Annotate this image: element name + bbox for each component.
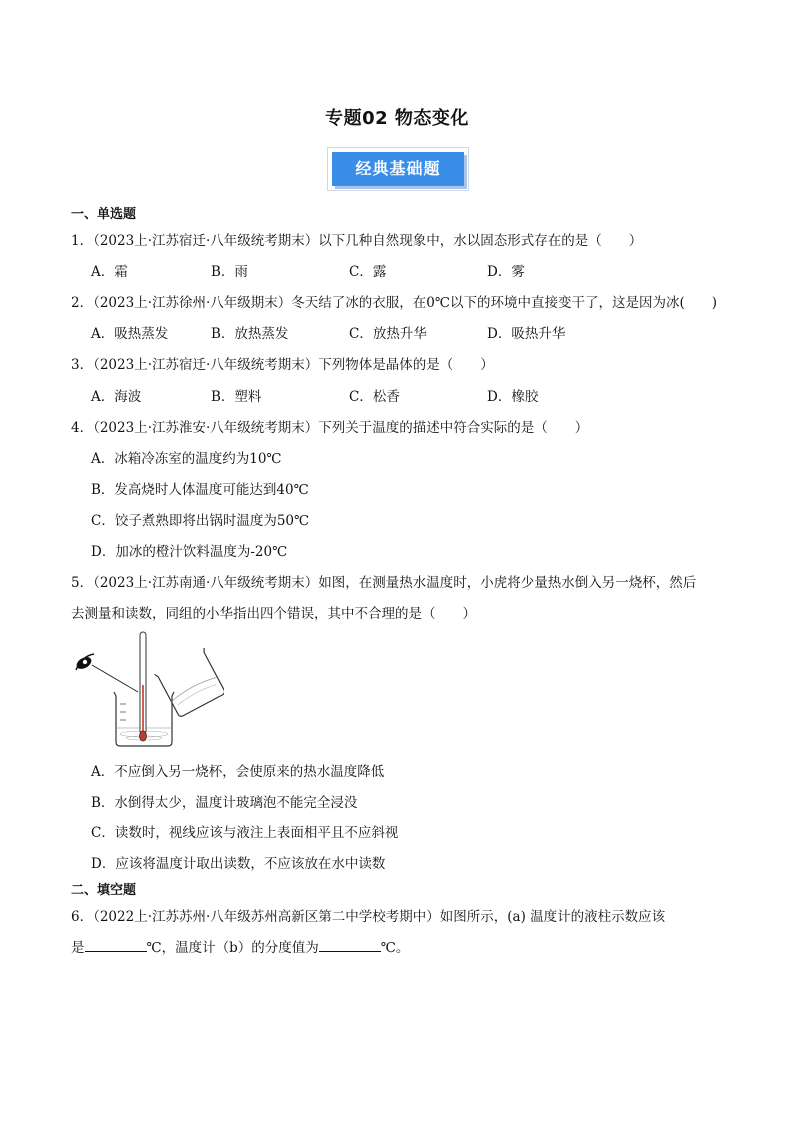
question-1-option-b[interactable]: B．雨 xyxy=(211,264,248,280)
question-2-option-b[interactable]: B．放热蒸发 xyxy=(211,326,289,342)
question-6-stem-line-2 xyxy=(71,936,409,956)
question-2-option-a[interactable]: A．吸热蒸发 xyxy=(91,326,169,342)
question-2-option-d[interactable]: D．吸热升华 xyxy=(487,326,566,342)
question-4-option-d[interactable]: D．加冰的橙汁饮料温度为-20℃ xyxy=(91,544,288,560)
eye-icon xyxy=(75,654,94,671)
question-3-option-c[interactable]: C．松香 xyxy=(349,389,400,405)
question-1-option-a[interactable]: A．霜 xyxy=(91,264,128,280)
section-heading-fill-in: 二、填空题 xyxy=(71,883,137,898)
section-heading-single-choice: 一、单选题 xyxy=(71,207,137,222)
question-4-option-b[interactable]: B．发高烧时人体温度可能达到40℃ xyxy=(91,482,309,498)
category-badge: 经典基础题 xyxy=(332,152,464,186)
question-5-option-a[interactable]: A．不应倒入另一烧杯，会使原来的热水温度降低 xyxy=(91,764,385,780)
question-6-text-a: 是 xyxy=(71,940,85,956)
badge-frame xyxy=(327,147,469,191)
question-1-option-c[interactable]: C．露 xyxy=(349,264,387,280)
question-5-option-b[interactable]: B．水倒得太少，温度计玻璃泡不能完全浸没 xyxy=(91,795,358,811)
question-1-stem: 1．（2023上·江苏宿迁·八年级统考期末）以下几种自然现象中，水以固态形式存在的是（ ） xyxy=(71,233,643,249)
question-3-option-d[interactable]: D．橡胶 xyxy=(487,389,539,405)
pouring-beaker-icon xyxy=(155,648,224,718)
question-4-option-c[interactable]: C．饺子煮熟即将出锅时温度为50℃ xyxy=(91,513,310,529)
question-5-stem-line-1: 5．（2023上·江苏南通·八年级统考期末）如图，在测量热水温度时，小虎将少量热水倒入另一烧杯，然后 xyxy=(71,575,697,591)
question-6-text-c: ℃。 xyxy=(380,940,410,956)
question-4-option-a[interactable]: A．冰箱冷冻室的温度约为10℃ xyxy=(91,451,282,467)
question-3-option-a[interactable]: A．海波 xyxy=(91,389,142,405)
page-title: 专题02 物态变化 xyxy=(325,108,469,129)
question-2-option-c[interactable]: C．放热升华 xyxy=(349,326,427,342)
thermometer-icon xyxy=(140,632,147,741)
question-3-stem: 3．（2023上·江苏宿迁·八年级统考期末）下列物体是晶体的是（ ） xyxy=(71,357,494,373)
question-3-option-b[interactable]: B．塑料 xyxy=(211,389,262,405)
question-6-text-b: ℃，温度计（b）的分度值为 xyxy=(146,940,319,956)
question-5-option-d[interactable]: D．应该将温度计取出读数，不应该放在水中读数 xyxy=(91,856,386,872)
answer-blank-2[interactable] xyxy=(319,939,381,952)
question-6-stem-line-1: 6．（2022上·江苏苏州·八年级苏州高新区第二中学校考期中）如图所示，(a) 温度计的液柱示数应该 xyxy=(71,909,666,925)
question-2-stem: 2．（2023上·江苏徐州·八年级期末）冬天结了冰的衣服，在0℃以下的环境中直接变干了，这是因为冰( ) xyxy=(71,295,718,311)
question-5-stem-line-2: 去测量和读数，同组的小华指出四个错误，其中不合理的是（ ） xyxy=(71,606,476,622)
thermometer-beaker-figure xyxy=(72,630,224,748)
question-4-stem: 4．（2023上·江苏淮安·八年级统考期末）下列关于温度的描述中符合实际的是（ ） xyxy=(71,420,589,436)
question-1-option-d[interactable]: D．雾 xyxy=(487,264,525,280)
answer-blank-1[interactable] xyxy=(85,939,147,952)
question-5-option-c[interactable]: C．读数时，视线应该与液注上表面相平且不应斜视 xyxy=(91,825,399,841)
